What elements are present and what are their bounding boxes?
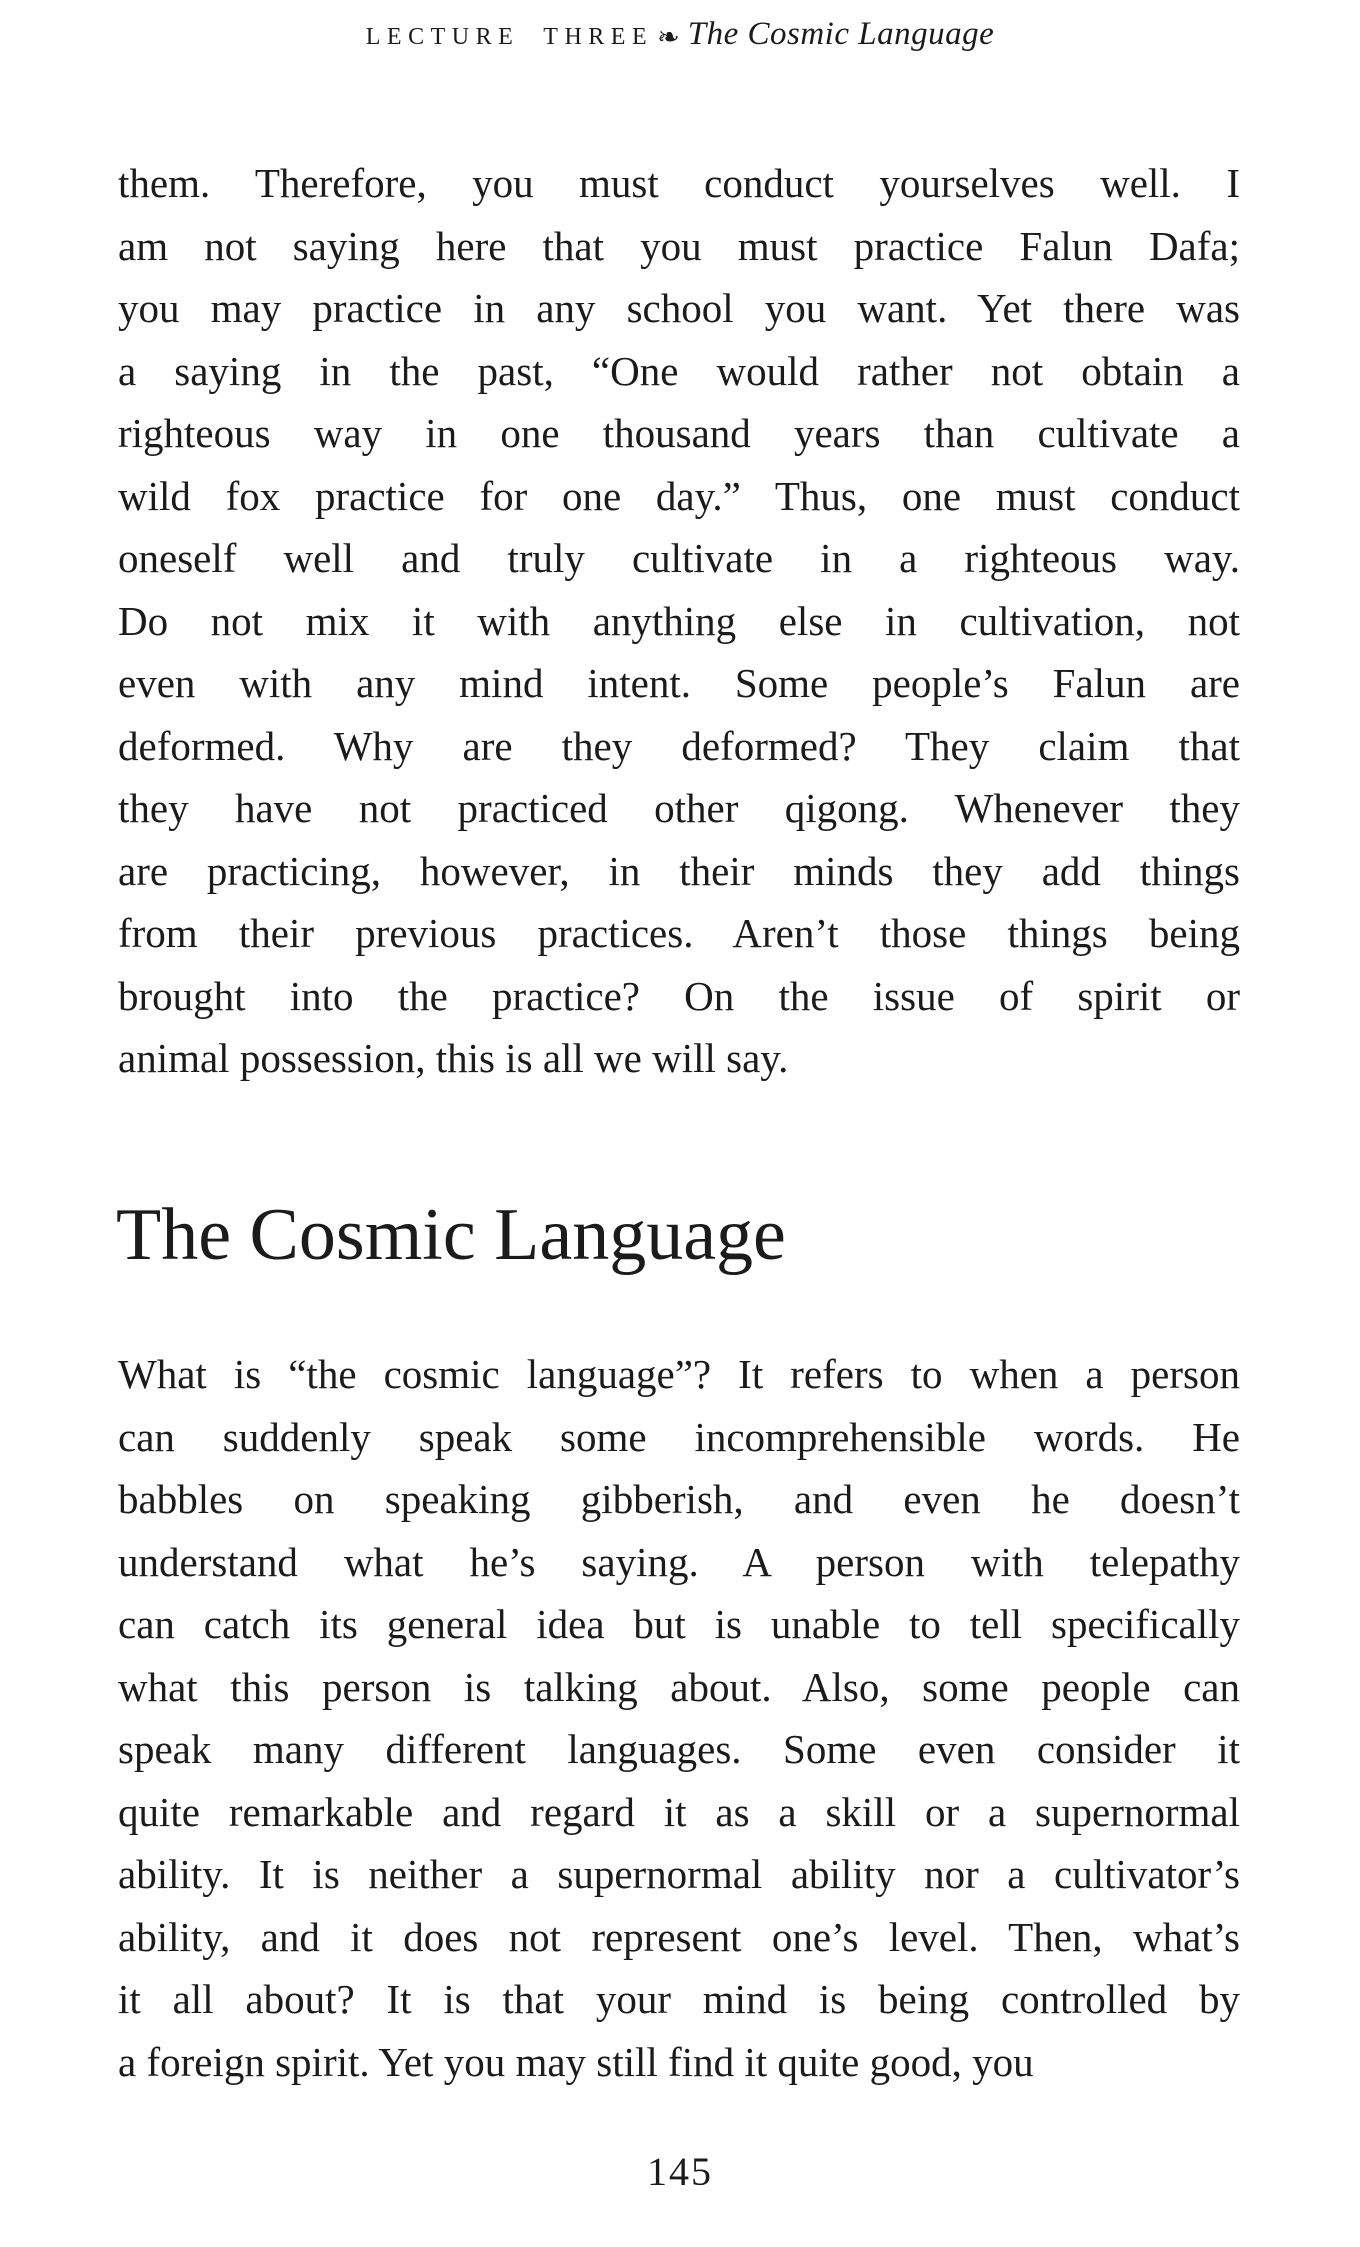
text-line: what this person is talking about. Also, some people can: [118, 1663, 1240, 1710]
text-line: are practicing, however, in their minds they add things: [118, 847, 1240, 894]
text-line: babbles on speaking gibberish, and even he doesn’t: [118, 1476, 1240, 1522]
text-line: can suddenly speak some incomprehensible words. He: [118, 1413, 1240, 1460]
text-line: they have not practiced other qigong. Whenever they: [118, 785, 1240, 831]
text-line: speak many different languages. Some even consider it: [118, 1726, 1240, 1772]
text-line: you may practice in any school you want. Yet there was: [118, 285, 1240, 331]
text-line: wild fox practice for one day.” Thus, one must conduct: [118, 472, 1240, 519]
text-line: even with any mind intent. Some people’s Falun are: [118, 660, 1240, 706]
text-line: a saying in the past, “One would rather not obtain a: [118, 347, 1240, 394]
text-line: am not saying here that you must practice Falun Dafa;: [118, 222, 1240, 269]
text-line: What is “the cosmic language”? It refers to when a person: [118, 1351, 1240, 1397]
text-line: understand what he’s saying. A person with telepathy: [118, 1538, 1240, 1585]
text-line: them. Therefore, you must conduct yourselves well. I: [118, 160, 1240, 206]
running-head: [0, 16, 1360, 53]
text-line: ability. It is neither a supernormal ability nor a cultivator’s: [118, 1851, 1240, 1897]
text-line: a foreign spirit. Yet you may still find it quite good, you: [118, 2038, 1034, 2085]
text-line: Do not mix it with anything else in cultivation, not: [118, 597, 1240, 644]
text-line: oneself well and truly cultivate in a righteous way.: [118, 535, 1240, 581]
text-line: animal possession, this is all we will say.: [118, 1035, 789, 1081]
text-line: from their previous practices. Aren’t those things being: [118, 910, 1240, 956]
running-head-title: The Cosmic Language: [687, 16, 995, 52]
text-line: deformed. Why are they deformed? They claim that: [118, 722, 1240, 769]
text-line: ability, and it does not represent one’s level. Then, what’s: [118, 1913, 1240, 1960]
text-line: it all about? It is that your mind is being controlled by: [118, 1976, 1240, 2022]
text-line: can catch its general idea but is unable to tell specifically: [118, 1601, 1240, 1647]
section-heading: The Cosmic Language: [116, 1194, 786, 1276]
paragraph-continuation: [118, 152, 1240, 1090]
text-line: righteous way in one thousand years than cultivate a: [118, 410, 1240, 456]
fleuron-icon: ❧: [657, 22, 680, 53]
paragraph-cosmic-language: [118, 1343, 1240, 2093]
running-head-chapter: LECTURE THREE: [365, 24, 654, 50]
page-number: 145: [647, 2149, 713, 2194]
text-line: quite remarkable and regard it as a skill or a supernormal: [118, 1788, 1240, 1835]
text-line: brought into the practice? On the issue of spirit or: [118, 972, 1240, 1019]
